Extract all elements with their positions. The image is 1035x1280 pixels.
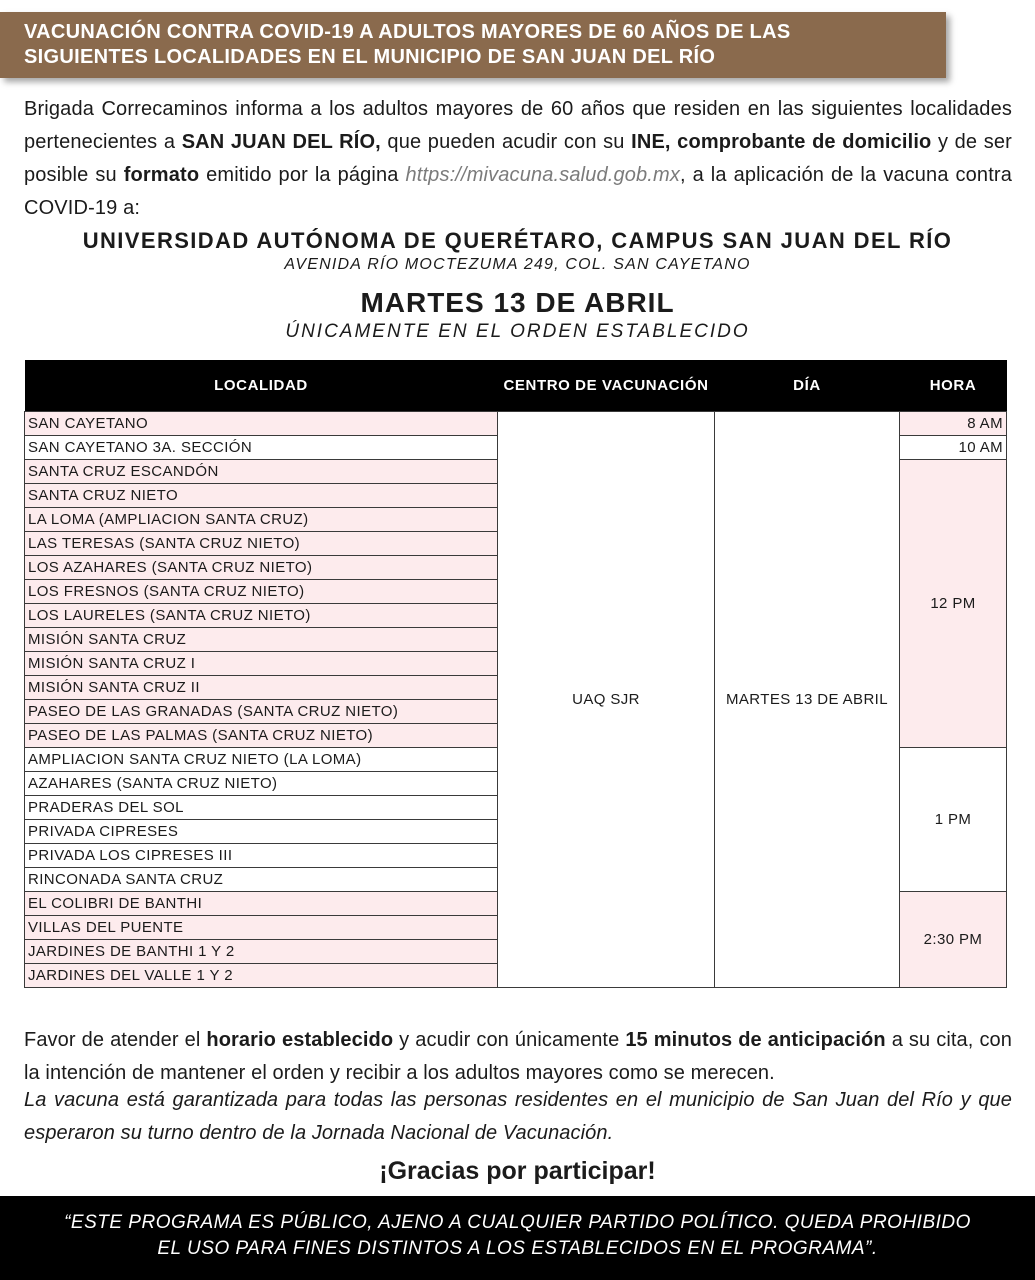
banner-title [24, 20, 934, 70]
header-hora: HORA [900, 360, 1007, 412]
locality-cell: PRIVADA CIPRESES [25, 820, 498, 844]
locality-cell: PRADERAS DEL SOL [25, 796, 498, 820]
hour-cell: 2:30 PM [900, 892, 1007, 988]
note-bold-horario: horario establecido [206, 1029, 394, 1051]
locality-cell: AZAHARES (SANTA CRUZ NIETO) [25, 772, 498, 796]
disclaimer-line-2: EL USO PARA FINES DISTINTOS A LOS ESTABLECIDOS EN EL PROGRAMA”. [157, 1238, 878, 1259]
schedule-note [24, 1024, 1012, 1090]
header-centro: CENTRO DE VACUNACIÓN [498, 360, 715, 412]
table-header-row [25, 360, 1007, 412]
hour-cell: 1 PM [900, 748, 1007, 892]
note-text: a su cita, con la intención de mantener el orden y recibir a los adultos mayores como se merecen. [24, 1029, 1012, 1084]
locality-cell: PRIVADA LOS CIPRESES III [25, 844, 498, 868]
locality-cell: AMPLIACION SANTA CRUZ NIETO (LA LOMA) [25, 748, 498, 772]
banner-line-2: SIGUIENTES LOCALIDADES EN EL MUNICIPIO DE SAN JUAN DEL RÍO [24, 46, 716, 68]
day-cell: MARTES 13 DE ABRIL [715, 412, 900, 988]
locality-cell: LOS FRESNOS (SANTA CRUZ NIETO) [25, 580, 498, 604]
venue-name: UNIVERSIDAD AUTÓNOMA DE QUERÉTARO, CAMPUS SAN JUAN DEL RÍO [82, 228, 953, 253]
hour-cell: 10 AM [900, 436, 1007, 460]
locality-cell: MISIÓN SANTA CRUZ [25, 628, 498, 652]
legal-footer [0, 1196, 1035, 1280]
intro-text: que pueden acudir con su [380, 131, 632, 153]
locality-cell: SAN CAYETANO [25, 412, 498, 436]
banner-line-1: VACUNACIÓN CONTRA COVID-19 A ADULTOS MAYORES DE 60 AÑOS DE LAS [24, 21, 791, 43]
intro-text: y de ser posible su [24, 131, 1012, 186]
intro-bold-documentos: INE, comprobante de domicilio [631, 131, 932, 153]
legal-disclaimer [30, 1210, 1005, 1262]
intro-text: , a la aplicación de la vacuna contra COVID-19 a: [24, 164, 1012, 219]
hour-cell: 12 PM [900, 460, 1007, 748]
date-title: MARTES 13 DE ABRIL [360, 287, 675, 318]
locality-cell: LA LOMA (AMPLIACION SANTA CRUZ) [25, 508, 498, 532]
locality-cell: MISIÓN SANTA CRUZ I [25, 652, 498, 676]
note-text: Favor de atender el [24, 1029, 207, 1051]
note-text: y acudir con únicamente [393, 1029, 626, 1051]
header-localidad: LOCALIDAD [25, 360, 498, 412]
locality-cell: EL COLIBRI DE BANTHI [25, 892, 498, 916]
vaccination-center-cell: UAQ SJR [498, 412, 715, 988]
locality-cell: LAS TERESAS (SANTA CRUZ NIETO) [25, 532, 498, 556]
intro-text: Brigada Correcaminos informa a los adultos mayores de 60 años que residen en las siguientes localidades pertenecientes a [24, 98, 1012, 153]
intro-bold-formato: formato [123, 164, 200, 186]
venue-address: AVENIDA RÍO MOCTEZUMA 249, COL. SAN CAYETANO [284, 256, 751, 273]
date-subtitle: ÚNICAMENTE EN EL ORDEN ESTABLECIDO [285, 321, 750, 342]
locality-cell: PASEO DE LAS PALMAS (SANTA CRUZ NIETO) [25, 724, 498, 748]
mivacuna-link[interactable]: https://mivacuna.salud.gob.mx [405, 164, 680, 186]
locality-cell: VILLAS DEL PUENTE [25, 916, 498, 940]
locality-cell: RINCONADA SANTA CRUZ [25, 868, 498, 892]
disclaimer-line-1: “ESTE PROGRAMA ES PÚBLICO, AJENO A CUALQUIER PARTIDO POLÍTICO. QUEDA PROHIBIDO [64, 1212, 971, 1233]
locality-cell: SANTA CRUZ ESCANDÓN [25, 460, 498, 484]
thanks-message: ¡Gracias por participar! [379, 1157, 656, 1185]
note-bold-anticipacion: 15 minutos de anticipación [625, 1029, 886, 1051]
intro-bold-municipio: SAN JUAN DEL RÍO, [181, 131, 381, 153]
locality-cell: SANTA CRUZ NIETO [25, 484, 498, 508]
locality-cell: PASEO DE LAS GRANADAS (SANTA CRUZ NIETO) [25, 700, 498, 724]
locality-cell: JARDINES DEL VALLE 1 Y 2 [25, 964, 498, 988]
intro-text: emitido por la página [199, 164, 406, 186]
locality-cell: LOS AZAHARES (SANTA CRUZ NIETO) [25, 556, 498, 580]
locality-cell: JARDINES DE BANTHI 1 Y 2 [25, 940, 498, 964]
table-row [25, 412, 1007, 436]
locality-cell: LOS LAURELES (SANTA CRUZ NIETO) [25, 604, 498, 628]
intro-paragraph [24, 93, 1012, 225]
schedule-table [24, 360, 1007, 988]
locality-cell: MISIÓN SANTA CRUZ II [25, 676, 498, 700]
locality-cell: SAN CAYETANO 3A. SECCIÓN [25, 436, 498, 460]
hour-cell: 8 AM [900, 412, 1007, 436]
title-banner [0, 12, 946, 78]
header-dia: DÍA [715, 360, 900, 412]
guarantee-note: La vacuna está garantizada para todas las personas residentes en el municipio de San Juan del Río y que esperaron su turno dentro de la Jornada Nacional de Vacunación. [24, 1089, 1012, 1144]
